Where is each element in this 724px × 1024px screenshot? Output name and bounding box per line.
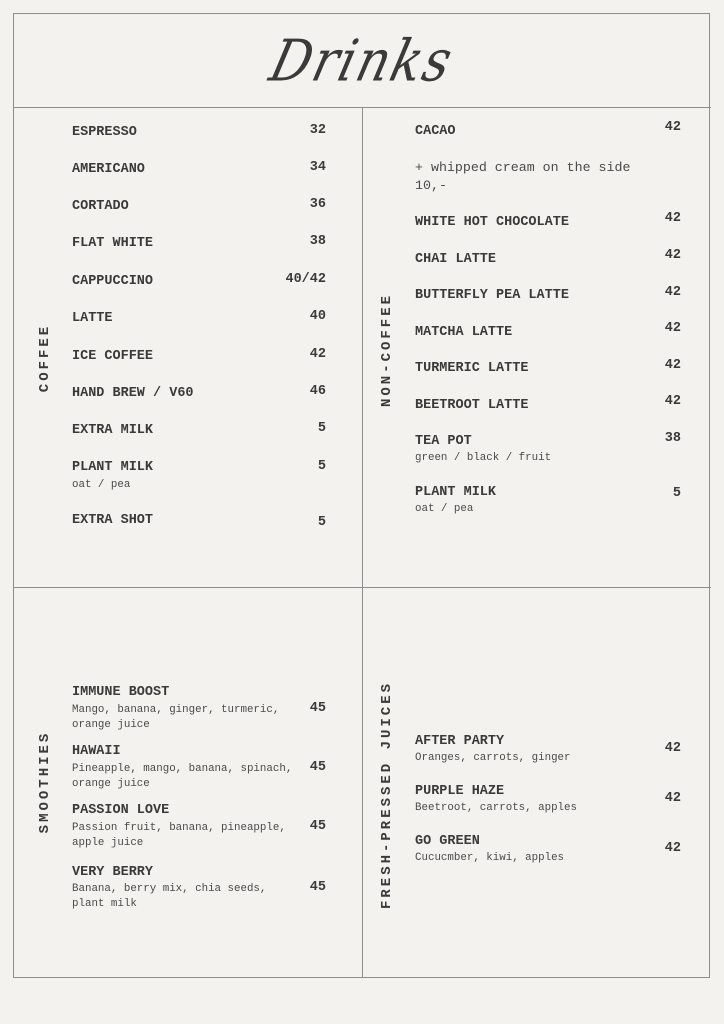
section-label-non-coffee: NON-COFFEE — [379, 292, 395, 408]
menu-item-price: 42 — [664, 841, 681, 856]
title-script: Drinks — [263, 27, 461, 95]
menu-item-sub: green / black / fruit — [415, 452, 552, 464]
menu-item-name: CORTADO — [72, 199, 129, 214]
menu-item-price: 45 — [309, 819, 326, 834]
menu-item-price: 42 — [664, 211, 681, 226]
menu-item-price: 5 — [672, 486, 681, 501]
menu-item-desc: plant milk — [72, 898, 137, 910]
menu-item-desc: Oranges, carrots, ginger — [415, 752, 571, 764]
menu-item-name: VERY BERRY — [72, 865, 154, 880]
menu-item-desc: Beetroot, carrots, apples — [415, 802, 577, 814]
menu-item-price: 42 — [664, 120, 681, 135]
menu-item-price: 42 — [664, 791, 681, 806]
menu-item-price: 32 — [309, 123, 326, 138]
column-divider — [362, 108, 363, 978]
menu-item-name: PASSION LOVE — [72, 803, 170, 818]
menu-item-price: 45 — [309, 880, 326, 895]
menu-item-name: BUTTERFLY PEA LATTE — [415, 288, 569, 303]
menu-item-name: AMERICANO — [72, 162, 145, 177]
menu-item-name: WHITE HOT CHOCOLATE — [415, 215, 569, 230]
menu-item-price: 46 — [309, 384, 326, 399]
menu-item-price: 42 — [664, 321, 681, 336]
menu-item-name: ESPRESSO — [72, 125, 137, 140]
menu-item-price: 5 — [317, 421, 326, 436]
menu-item-name: PURPLE HAZE — [415, 784, 505, 799]
menu-item-name: AFTER PARTY — [415, 734, 505, 749]
menu-item-name: FLAT WHITE — [72, 236, 154, 251]
menu-item-name: BEETROOT LATTE — [415, 398, 529, 413]
menu-item-price: 42 — [664, 358, 681, 373]
menu-item-desc: Mango, banana, ginger, turmeric, — [72, 704, 280, 716]
menu-note: + whipped cream on the side — [415, 160, 631, 175]
menu-item-price: 36 — [309, 197, 326, 212]
menu-item-sub: oat / pea — [415, 503, 474, 515]
menu-item-name: TURMERIC LATTE — [415, 361, 529, 376]
menu-item-price: 34 — [309, 160, 326, 175]
menu-item-name: CHAI LATTE — [415, 252, 497, 267]
menu-item-price: 45 — [309, 701, 326, 716]
menu-item-name: HAND BREW / V60 — [72, 386, 194, 401]
menu-item-name: ICE COFFEE — [72, 349, 154, 364]
menu-item-desc: orange juice — [72, 778, 150, 790]
menu-item-price: 45 — [309, 760, 326, 775]
menu-item-name: EXTRA MILK — [72, 423, 154, 438]
menu-item-name: GO GREEN — [415, 834, 480, 849]
menu-item-price: 42 — [309, 347, 326, 362]
menu-item-desc: Cucucmber, kiwi, apples — [415, 852, 565, 864]
menu-item-name: LATTE — [72, 311, 113, 326]
menu-item-desc: Pineapple, mango, banana, spinach, — [72, 763, 293, 775]
menu-item-price: 42 — [664, 285, 681, 300]
menu-item-desc: orange juice — [72, 719, 150, 731]
menu-item-name: MATCHA LATTE — [415, 325, 513, 340]
menu-item-sub: oat / pea — [72, 479, 131, 491]
menu-item-name: TEA POT — [415, 434, 472, 449]
menu-item-price: 38 — [664, 431, 681, 446]
menu-item-price: 42 — [664, 248, 681, 263]
menu-item-name: CAPPUCCINO — [72, 274, 154, 289]
menu-item-name: IMMUNE BOOST — [72, 685, 170, 700]
menu-item-name: HAWAII — [72, 744, 121, 759]
menu-item-name: PLANT MILK — [72, 460, 154, 475]
menu-item-name: EXTRA SHOT — [72, 513, 154, 528]
menu-item-price: 38 — [309, 234, 326, 249]
menu-item-price: 5 — [317, 515, 326, 530]
menu-item-price: 42 — [664, 394, 681, 409]
menu-item-price: 42 — [664, 741, 681, 756]
menu-item-name: CACAO — [415, 124, 456, 139]
menu-item-price: 40/42 — [285, 272, 326, 287]
menu-item-desc: Banana, berry mix, chia seeds, — [72, 883, 267, 895]
menu-item-desc: apple juice — [72, 837, 144, 849]
section-label-coffee: COFFEE — [37, 323, 53, 393]
menu-item-price: 40 — [309, 309, 326, 324]
menu-title — [0, 18, 724, 104]
menu-item-price: 5 — [317, 459, 326, 474]
section-label-juices: FRESH-PRESSED JUICES — [379, 680, 395, 910]
menu-item-name: PLANT MILK — [415, 485, 497, 500]
section-label-smoothies: SMOOTHIES — [37, 730, 53, 834]
menu-item-desc: Passion fruit, banana, pineapple, — [72, 822, 286, 834]
menu-note: 10,- — [415, 178, 447, 193]
